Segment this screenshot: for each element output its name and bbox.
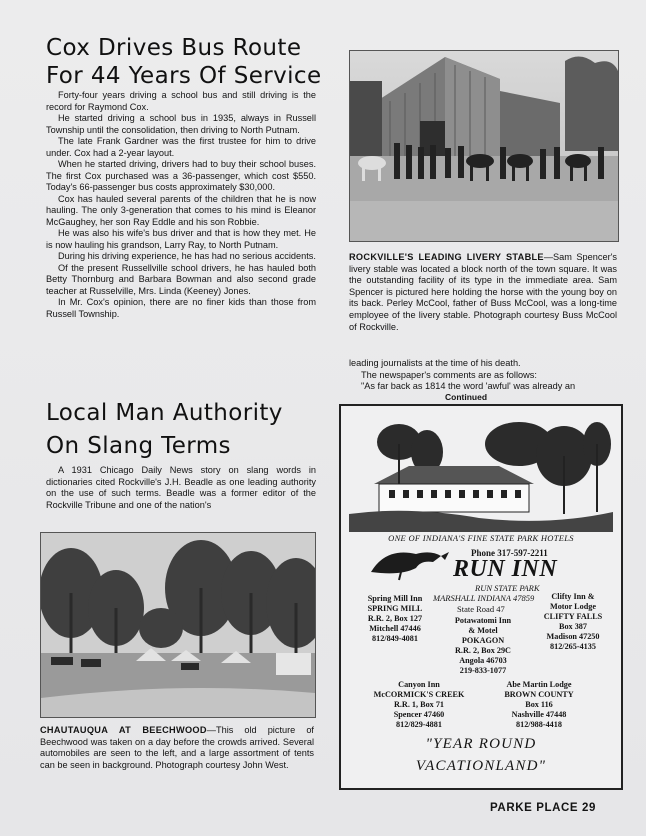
page-number: 29 [581, 802, 596, 814]
article-continued [349, 358, 617, 393]
continued-line: "As far back as 1814 the word 'awful' was already an [361, 381, 576, 391]
article-body [46, 90, 316, 320]
ad-slogan-line: VACATIONLAND" [415, 758, 547, 774]
article-headline [46, 34, 336, 90]
article-body [46, 465, 316, 511]
ad-park: RUN STATE PARK [475, 583, 540, 593]
article-paragraph: He started driving a school bus in 1935, always in Russell Township until the consolidation, then driving to North Putnam. [46, 113, 316, 135]
article-paragraph: Forty-four years driving a school bus and still driving is the record for Raymond Cox. [46, 90, 316, 112]
article-paragraph: He was also his wife's bus driver and that is how they met. He is now hauling his grandson, Larry Ray, to North Putnam. [46, 228, 316, 250]
article-paragraph: A 1931 Chicago Daily News story on slang words in dictionaries cited Rockville's J.H. Beadle as one leading authority on the use of such terms. Beadle was a former editor of the Rockville Tribune and one of the nation's [46, 465, 316, 510]
ad-location: Canyon Inn McCORMICK'S CREEK R.R. 1, Box 71 Spencer 47460 812/829-4881 [373, 680, 465, 729]
ad-phone: Phone 317-597-2211 [471, 548, 548, 558]
livery-caption [349, 252, 617, 333]
livery-stable-image [350, 51, 618, 241]
turkey-icon [361, 542, 451, 582]
ad-tagline: ONE OF INDIANA'S FINE STATE PARK HOTELS [388, 533, 574, 543]
ad-illustration [349, 414, 613, 532]
ad-location: Spring Mill Inn SPRING MILL R.R. 2, Box 127 Mitchell 47446 812/849-4081 [367, 594, 423, 643]
article-paragraph: The late Frank Gardner was the first trustee for him to drive under. Cox had a 2-year layout. [46, 136, 316, 158]
article-paragraph: When he started driving, drivers had to buy their school buses. The first Cox purchased was a 36-passenger, which cost $550. Today's 66-passenger bus costs approximately $30,000. [46, 159, 316, 192]
ad-location: Potawatomi Inn & Motel POKAGON R.R. 2, Box 29C Angola 46703 219-833-1077 [454, 616, 512, 675]
chautauqua-caption [40, 725, 314, 771]
caption-text: —This old picture of Beechwood was taken on a day before the crowds arrived. Several automobiles are seen to the left, and a large assortment of tents can be seen in background. Photograph courtesy John West. [40, 725, 314, 770]
article-paragraph: During his driving experience, he has had no serious accidents. [58, 251, 316, 261]
turkey-logo [361, 542, 451, 582]
headline-line: On Slang Terms [46, 433, 231, 459]
headline-line: For 44 Years Of Service [46, 63, 322, 89]
headline-line: Local Man Authority [46, 400, 283, 426]
continued-label: Continued [445, 392, 488, 402]
ad-location: Abe Martin Lodge BROWN COUNTY Box 116 Nashville 47448 812/988-4418 [504, 680, 574, 729]
ad-city: MARSHALL INDIANA 47859 [433, 593, 535, 603]
run-inn-advertisement [339, 404, 623, 790]
continued-line: leading journalists at the time of his death. [349, 358, 521, 368]
magazine-name: PARKE PLACE [490, 802, 579, 814]
caption-text: —Sam Spencer's livery stable was located a block north of the town square. It was the outstanding facility of its type in the immediate area. Sam Spencer is pictured here holding the horse with the young boy on its back. Perley McCool, father of Buss McCool, was a long-time employee of the livery stable. Photograph courtesy Buss McCool of Rockville. [349, 252, 617, 332]
caption-lead: CHAUTAUQUA AT BEECHWOOD [40, 725, 207, 735]
ad-name: RUN INN [453, 556, 558, 582]
livery-stable-photo [349, 50, 619, 242]
headline-line: Cox Drives Bus Route [46, 35, 302, 61]
ad-slogan-line: "YEAR ROUND [425, 736, 537, 752]
article-paragraph: Cox has hauled several parents of the children that he is now hauling. The only 3-generation that comes to his mind is Eleanor McGaughey, her son Ray Eddle and his son Robbie. [46, 193, 316, 227]
page-footer [490, 802, 596, 814]
ad-location: Clifty Inn & Motor Lodge CLIFTY FALLS Box 387 Madison 47250 812/265-4135 [543, 592, 603, 651]
ad-road: State Road 47 [457, 604, 505, 614]
continued-line: The newspaper's comments are as follows: [361, 369, 537, 380]
caption-lead: ROCKVILLE'S LEADING LIVERY STABLE [349, 252, 544, 262]
article-paragraph: Of the present Russellville school drivers, he has hauled both Betty Thornburg and Barbara Bowman and also second grade teacher at Russelville, Mrs. Linda (Keeney) Jones. [46, 262, 316, 296]
article-headline [46, 397, 336, 463]
chautauqua-photo [40, 532, 316, 718]
article-paragraph: In Mr. Cox's opinion, there are no finer kids than those from Russell Township. [46, 297, 316, 319]
chautauqua-image [41, 533, 315, 717]
inn-drawing [349, 414, 613, 532]
